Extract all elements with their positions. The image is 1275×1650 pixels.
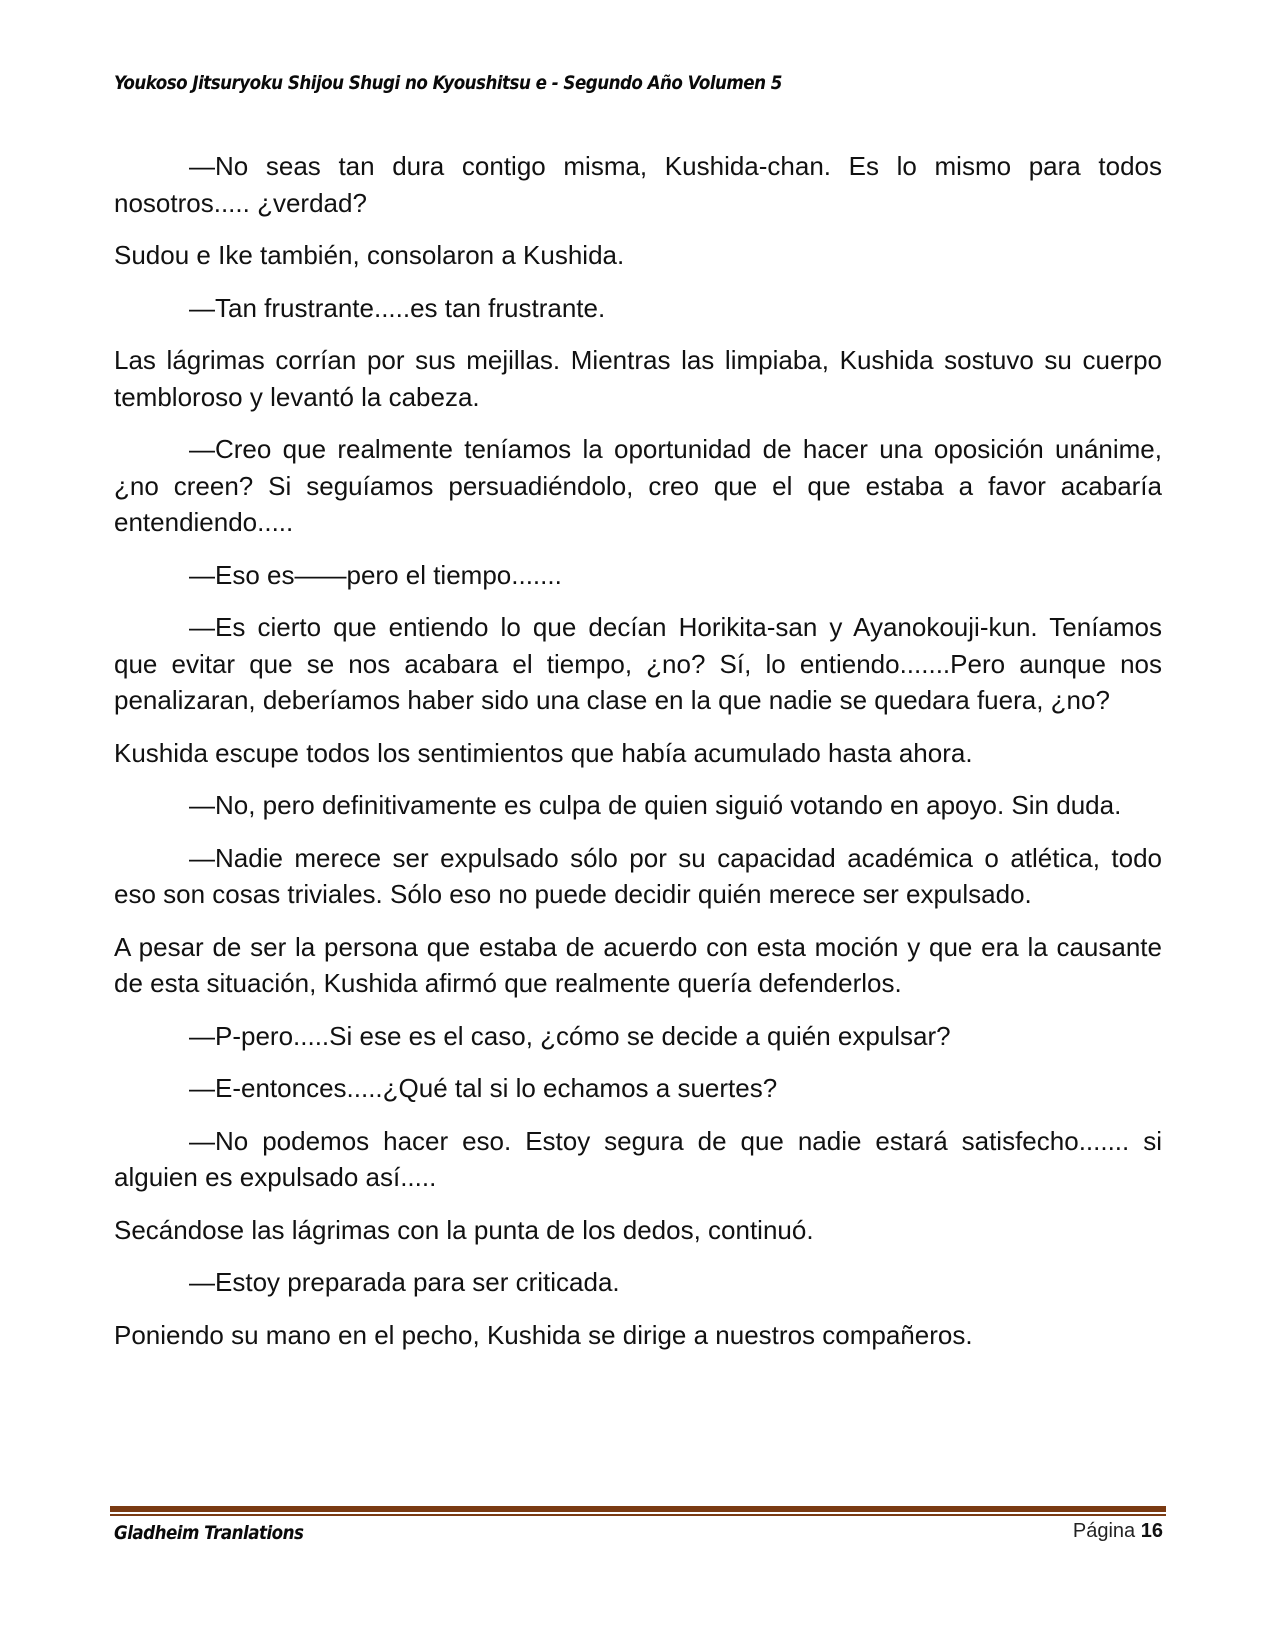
paragraph-dialog: —Eso es——pero el tiempo....... xyxy=(189,559,562,590)
paragraph-narration: Poniendo su mano en el pecho, Kushida se dirige a nuestros compañeros. xyxy=(114,1319,973,1350)
page-number: 16 xyxy=(1140,1520,1163,1542)
paragraph-dialog: —Creo que realmente teníamos la oportunidad de hacer una oposición unánime, ¿no creen? Si seguíamos persuadiéndolo, creo que el que estaba a favor acabaría entendiendo..... xyxy=(114,434,1162,537)
paragraph-narration: Secándose las lágrimas con la punta de los dedos, continuó. xyxy=(114,1214,814,1245)
paragraph-dialog: —P-pero.....Si ese es el caso, ¿cómo se decide a quién expulsar? xyxy=(189,1020,951,1051)
footer-credit: Gladheim Tranlations xyxy=(114,1522,304,1544)
page-number-label xyxy=(1073,1520,1163,1543)
paragraph-dialog: —E-entonces.....¿Qué tal si lo echamos a suertes? xyxy=(189,1073,778,1103)
paragraph-narration: Las lágrimas corrían por sus mejillas. Mientras las limpiaba, Kushida sostuvo su cuerpo tembloroso y levantó la cabeza. xyxy=(114,345,1162,412)
paragraph-dialog: —No podemos hacer eso. Estoy segura de que nadie estará satisfecho....... si alguien es expulsado así..... xyxy=(114,1125,1162,1192)
paragraph-dialog: —Tan frustrante.....es tan frustrante. xyxy=(189,292,606,323)
page-label: Página xyxy=(1072,1520,1136,1542)
footer-divider xyxy=(110,1506,1166,1516)
paragraph-dialog: —Es cierto que entiendo lo que decían Horikita-san y Ayanokouji-kun. Teníamos que evitar que se nos acabara el tiempo, ¿no? Sí, lo entiendo.......Pero aunque nos penalizaran, deberíamos haber sido una clase en la que nadie se quedara fuera, ¿no? xyxy=(114,612,1162,715)
footer-divider-thin xyxy=(110,1514,1166,1516)
paragraph-dialog: —No seas tan dura contigo misma, Kushida-chan. Es lo mismo para todos nosotros..... ¿verdad? xyxy=(114,151,1162,218)
page-header-title: Youkoso Jitsuryoku Shijou Shugi no Kyoushitsu e - Segundo Año Volumen 5 xyxy=(114,72,782,94)
paragraph-narration: Kushida escupe todos los sentimientos que había acumulado hasta ahora. xyxy=(114,737,973,768)
footer-divider-thick xyxy=(110,1506,1166,1512)
page-body xyxy=(114,148,1162,1369)
paragraph-dialog: —Estoy preparada para ser criticada. xyxy=(189,1267,620,1297)
paragraph-dialog: —No, pero definitivamente es culpa de quien siguió votando en apoyo. Sin duda. xyxy=(189,790,1122,820)
paragraph-narration: A pesar de ser la persona que estaba de acuerdo con esta moción y que era la causante de esta situación, Kushida afirmó que realmente quería defenderlos. xyxy=(114,931,1162,998)
paragraph-dialog: —Nadie merece ser expulsado sólo por su capacidad académica o atlética, todo eso son cosas triviales. Sólo eso no puede decidir quién merece ser expulsado. xyxy=(114,842,1162,909)
paragraph-narration: Sudou e Ike también, consolaron a Kushida. xyxy=(114,240,625,270)
